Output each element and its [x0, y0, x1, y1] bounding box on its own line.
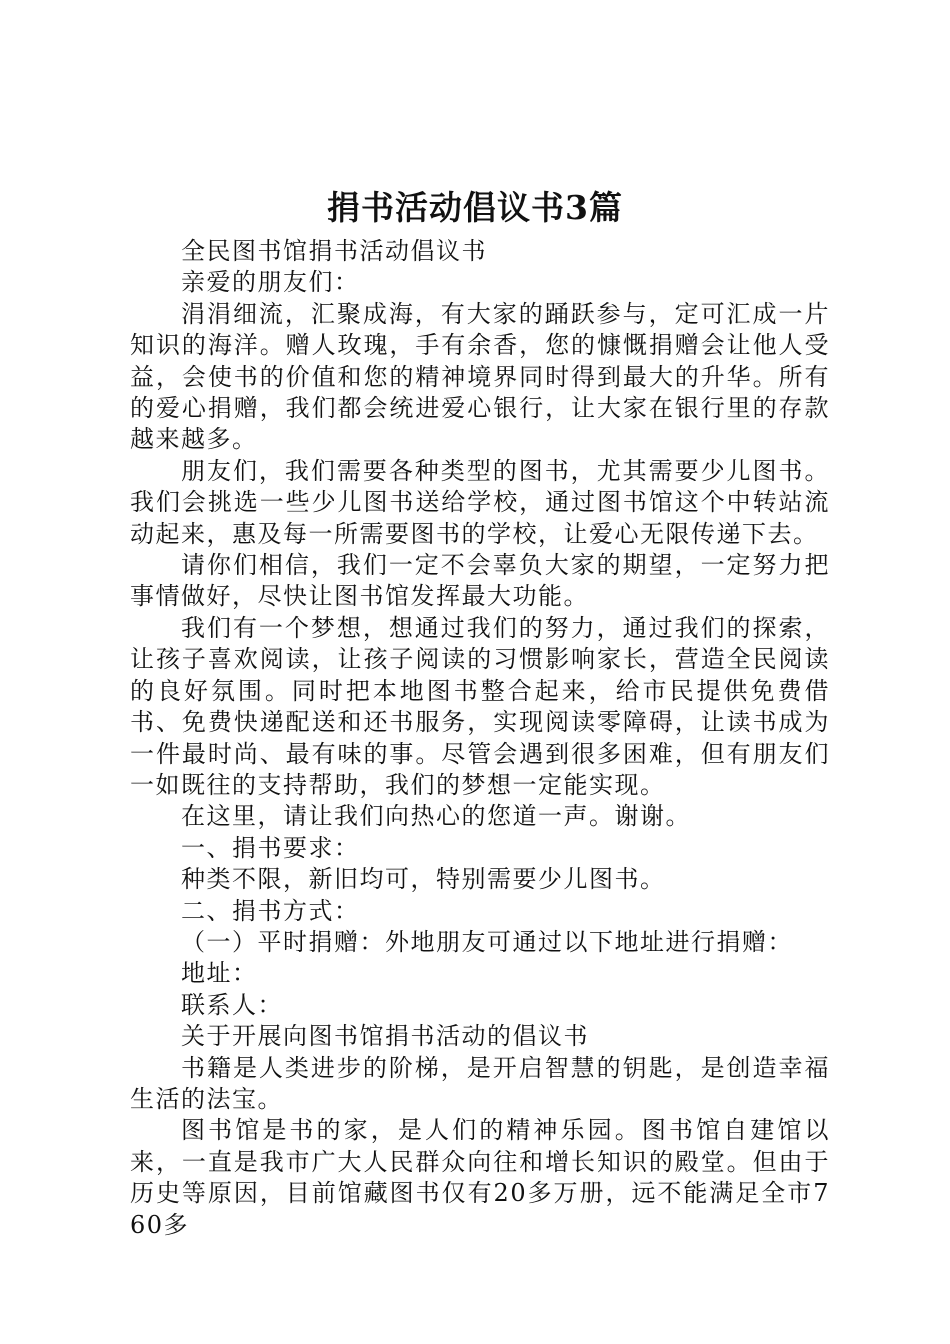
body-paragraph: 图书馆是书的家，是人们的精神乐园。图书馆自建馆以来，一直是我市广大人民群众向往和增长知识的殿堂。但由于历史等原因，目前馆藏图书仅有20多万册，远不能满足全市760多: [130, 1116, 830, 1239]
section-heading: 二、捐书方式：: [181, 896, 360, 925]
contact-line: 联系人：: [181, 990, 283, 1019]
thanks-paragraph: 在这里，请让我们向热心的您道一声。谢谢。: [181, 802, 691, 831]
section-heading: 一、捐书要求：: [181, 833, 360, 862]
greeting-paragraph: 亲爱的朋友们：: [181, 268, 360, 297]
second-letter-heading: 关于开展向图书馆捐书活动的倡议书: [181, 1022, 589, 1051]
body-paragraph: 种类不限，新旧均可，特别需要少儿图书。: [181, 865, 666, 894]
address-line: 地址：: [181, 959, 258, 988]
document-body: [130, 236, 830, 1241]
body-paragraph: 我们有一个梦想，想通过我们的努力，通过我们的探索，让孩子喜欢阅读，让孩子阅读的习惯影响家长，营造全民阅读的良好氛围。同时把本地图书整合起来，给市民提供免费借书、免费快递配送和还书服务，实现阅读零障碍，让读书成为一件最时尚、最有味的事。尽管会遇到很多困难，但有朋友们一如既往的支持帮助，我们的梦想一定能实现。: [130, 613, 830, 799]
body-paragraph: 朋友们，我们需要各种类型的图书，尤其需要少儿图书。我们会挑选一些少儿图书送给学校，通过图书馆这个中转站流动起来，惠及每一所需要图书的学校，让爱心无限传递下去。: [130, 456, 830, 548]
body-paragraph: 书籍是人类进步的阶梯，是开启智慧的钥匙，是创造幸福生活的法宝。: [130, 1053, 830, 1113]
body-paragraph: 请你们相信，我们一定不会辜负大家的期望，一定努力把事情做好，尽快让图书馆发挥最大功能。: [130, 551, 830, 611]
document-title: 捐书活动倡议书3篇: [327, 188, 623, 227]
body-paragraph: （一）平时捐赠：外地朋友可通过以下地址进行捐赠：: [181, 927, 793, 956]
body-paragraph: 涓涓细流，汇聚成海，有大家的踊跃参与，定可汇成一片知识的海洋。赠人玫瑰，手有余香，您的慷慨捐赠会让他人受益，会使书的价值和您的精神境界同时得到最大的升华。所有的爱心捐赠，我们都会统进爱心银行，让大家在银行里的存款越来越多。: [130, 299, 830, 454]
subtitle-paragraph: 全民图书馆捐书活动倡议书: [181, 237, 487, 265]
